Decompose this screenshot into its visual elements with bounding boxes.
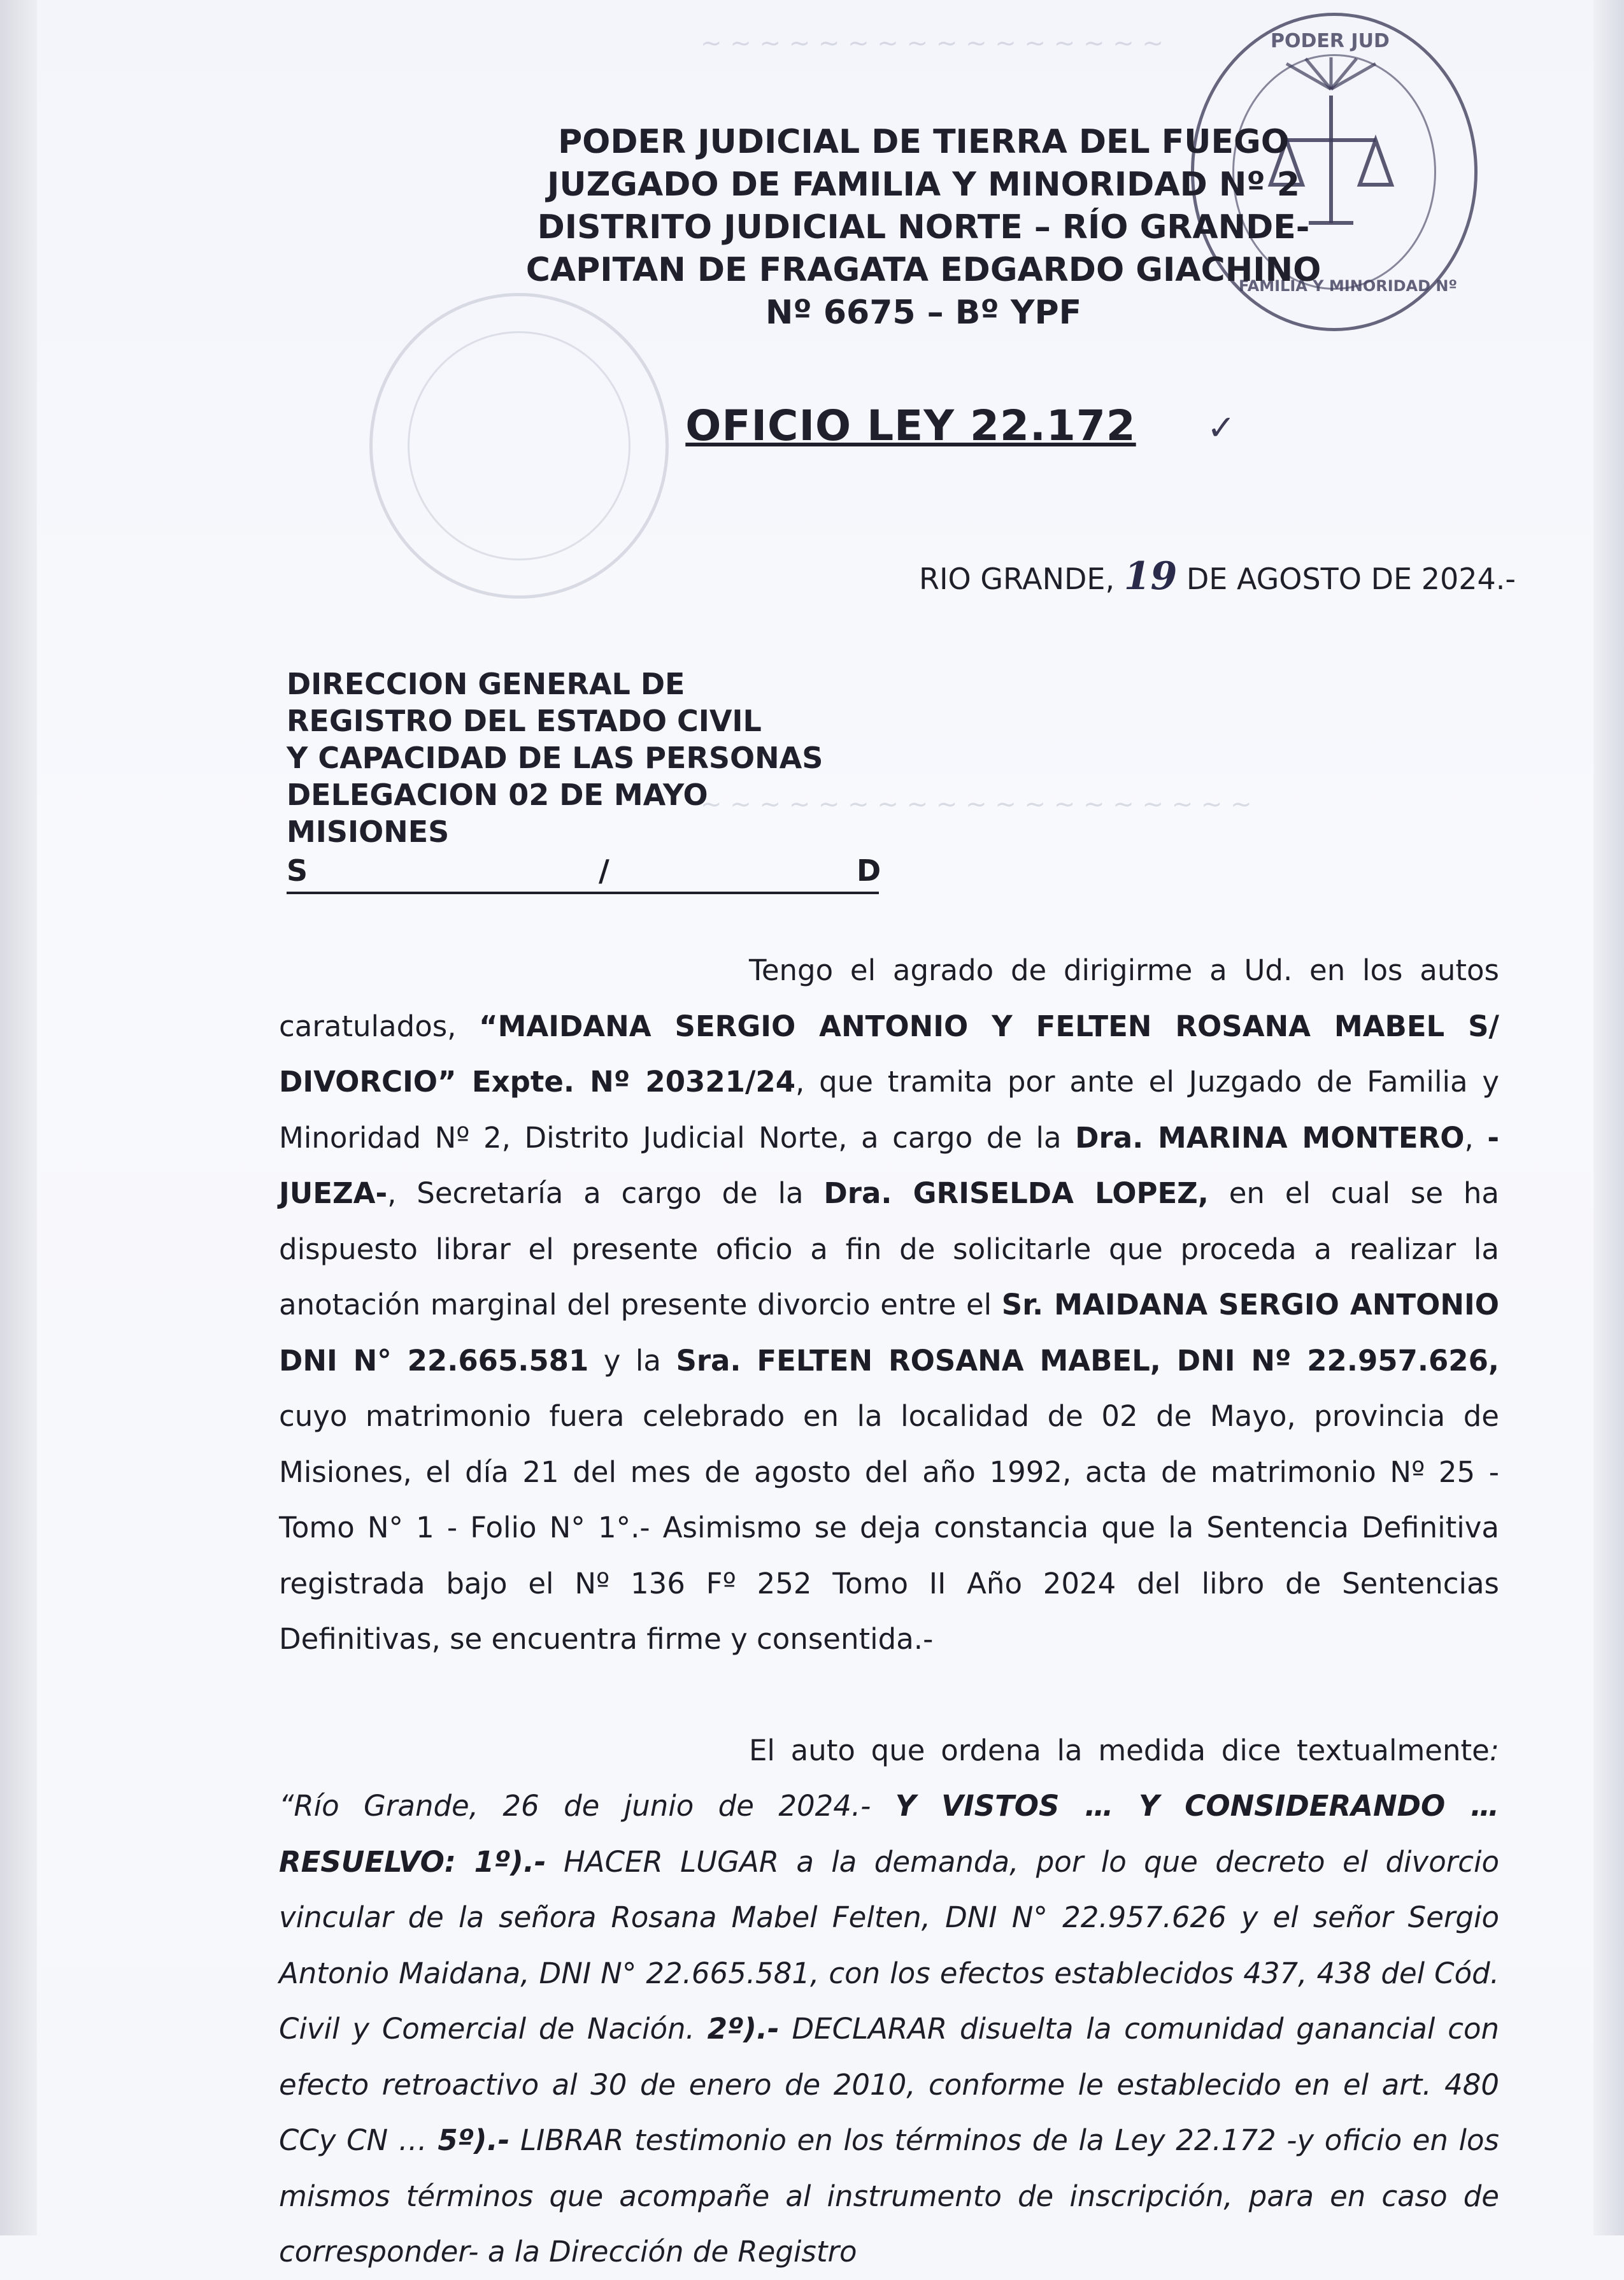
text-run: ,: [1464, 1120, 1488, 1155]
letterhead-line: JUZGADO DE FAMILIA Y MINORIDAD Nº 2: [547, 166, 1300, 204]
quoted-text: HACER LUGAR a la demanda, por lo que decreto el divorcio vincular de la señora Rosana Mabel Felten, DNI N° 22.957.626 y el señor Sergio Antonio Maidana, DNI N° 22.665.581, con los efectos establecidos 437, 438 del Cód. Civil y Comercial de Nación.: [279, 1844, 1500, 2046]
salutation-sd-line: [287, 853, 879, 894]
addressee-line: DELEGACION 02 DE MAYO: [287, 778, 708, 812]
sd-d: D: [857, 853, 881, 888]
body-text: [279, 943, 1499, 2280]
quoted-text: LIBRAR testimonio en los términos de la Ley 22.172 -y oficio en los mismos términos que acompañe al instrumento de inscripción, para en caso de corresponder- a la Dirección de Registro: [279, 2123, 1499, 2269]
text-run: Tengo el agrado de dirigirme a Ud. en los autos caratulados,: [279, 953, 1499, 1043]
secretary-name: Dra. GRISELDA LOPEZ,: [823, 1176, 1209, 1210]
case-title: “MAIDANA SERGIO ANTONIO Y FELTEN ROSANA MABEL S/ DIVORCIO” Expte. Nº 20321/24: [279, 1009, 1499, 1099]
text-run: en el cual se ha dispuesto librar el presente oficio a fin de solicitarle que proceda a realizar la anotación marginal del presente divorcio entre el: [279, 1176, 1499, 1322]
handwritten-day: 19: [1123, 554, 1178, 599]
addressee-line: MISIONES: [287, 815, 450, 849]
letterhead-line: PODER JUDICIAL DE TIERRA DEL FUEGO: [558, 123, 1289, 161]
paper-edge-left: [0, 0, 37, 2235]
date-line: [892, 554, 1516, 599]
quoted-heading: 2º).-: [707, 2012, 780, 2046]
text-run: y la: [588, 1343, 676, 1378]
date-suffix: DE AGOSTO DE 2024.-: [1186, 562, 1516, 596]
text-run: El auto que ordena la medida dice textualmente: [749, 1733, 1490, 1767]
addressee-block: [287, 666, 860, 850]
addressee-line: Y CAPACIDAD DE LAS PERSONAS: [287, 741, 823, 775]
quoted-heading: 5º).-: [438, 2123, 510, 2157]
text-run: , Secretaría a cargo de la: [387, 1176, 824, 1210]
paragraph-order: [279, 1723, 1499, 2280]
judge-role: -JUEZA-: [279, 1120, 1500, 1210]
quoted-heading: Y VISTOS … Y CONSIDERANDO … RESUELVO: 1º).-: [279, 1789, 1499, 1879]
seal-text-bottom: FAMILIA Y MINORIDAD Nº: [1239, 277, 1458, 295]
text-run: cuyo matrimonio fuera celebrado en la localidad de 02 de Mayo, provincia de Misiones, el día 21 del mes de agosto del año 1992, acta de matrimonio Nº 25 - Tomo N° 1 - Folio N° 1°.- Asimismo se deja constancia que la Sentencia Definitiva registrada bajo el Nº 136 Fº 252 Tomo II Año 2024 del libro de Sentencias Definitivas, se encuentra firme y consentida.-: [279, 1399, 1499, 1656]
letterhead-line: CAPITAN DE FRAGATA EDGARDO GIACHINO: [525, 251, 1321, 289]
document-title: OFICIO LEY 22.172: [685, 401, 1136, 450]
letterhead-line: DISTRITO JUDICIAL NORTE – RÍO GRANDE-: [537, 208, 1310, 246]
paragraph-request: [279, 943, 1499, 1667]
paper-edge-right: [1593, 0, 1624, 2235]
sd-s: S: [287, 853, 308, 888]
party-two: Sra. FELTEN ROSANA MABEL, DNI Nº 22.957.626,: [676, 1343, 1499, 1378]
letterhead: [446, 121, 1401, 334]
addressee-line: DIRECCION GENERAL DE: [287, 667, 685, 701]
quoted-text: : “Río Grande, 26 de junio de 2024.-: [279, 1733, 1499, 1823]
seal-text-top: PODER JUD: [1271, 30, 1390, 52]
letterhead-line: Nº 6675 – Bº YPF: [765, 294, 1082, 332]
date-prefix: RIO GRANDE,: [919, 562, 1115, 596]
bleed-through-text: ~ ~ ~ ~ ~ ~ ~ ~ ~ ~ ~ ~ ~ ~ ~ ~ ~ ~ ~: [701, 790, 1252, 819]
addressee-line: REGISTRO DEL ESTADO CIVIL: [287, 704, 762, 738]
quoted-text: DECLARAR disuelta la comunidad ganancial con efecto retroactivo al 30 de enero de 2010, conforme le establecido en el art. 480 CCy CN …: [279, 2012, 1499, 2157]
judge-name: Dra. MARINA MONTERO: [1075, 1120, 1465, 1155]
sd-slash: /: [599, 853, 609, 888]
text-run: , que tramita por ante el Juzgado de Familia y Minoridad Nº 2, Distrito Judicial Norte, a cargo de la: [279, 1065, 1499, 1155]
party-one: Sr. MAIDANA SERGIO ANTONIO DNI N° 22.665.581: [279, 1288, 1499, 1378]
bleed-through-text: ~ ~ ~ ~ ~ ~ ~ ~ ~ ~ ~ ~ ~ ~ ~ ~: [701, 29, 1164, 58]
checkmark-icon: ✓: [1207, 408, 1236, 448]
